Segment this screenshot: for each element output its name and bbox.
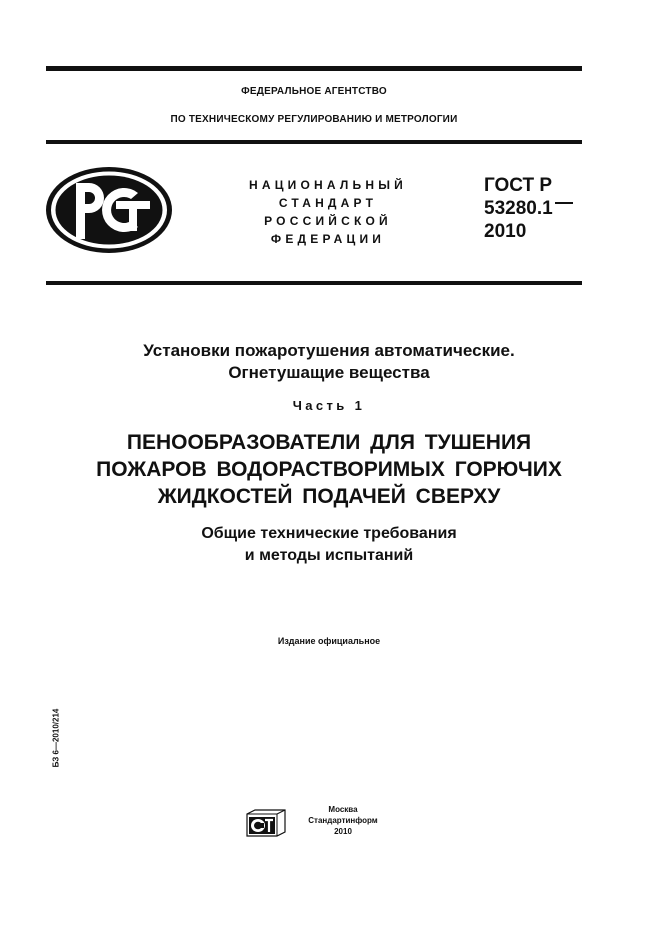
gost-prefix: ГОСТ Р — [484, 175, 553, 196]
main-title-line-2: ПОЖАРОВ ВОДОРАСТВОРИМЫХ ГОРЮЧИХ — [96, 458, 562, 481]
side-code: БЗ 6—2010/214 — [51, 708, 61, 768]
publisher-block — [292, 804, 394, 837]
agency-line-2: ПО ТЕХНИЧЕСКОМУ РЕГУЛИРОВАНИЮ И МЕТРОЛОГИИ — [170, 114, 458, 125]
main-title-line-1: ПЕНООБРАЗОВАТЕЛИ ДЛЯ ТУШЕНИЯ — [126, 431, 532, 454]
subtitle-line-1: Общие технические требования — [201, 525, 457, 542]
gost-dash — [555, 202, 573, 204]
edition-label: Издание официальное — [277, 636, 381, 646]
title-block — [46, 340, 612, 384]
gost-year: 2010 — [484, 221, 527, 242]
gost-number: 53280.1 — [484, 198, 553, 219]
national-line-4: ФЕДЕРАЦИИ — [270, 232, 386, 246]
publisher-city: Москва — [328, 805, 358, 814]
main-title — [46, 429, 612, 510]
title-line-1: Установки пожаротушения автоматические. — [143, 341, 515, 360]
main-title-line-3: ЖИДКОСТЕЙ ПОДАЧЕЙ СВЕРХУ — [157, 485, 501, 508]
rst-certification-logo-icon — [44, 165, 174, 255]
national-line-1: НАЦИОНАЛЬНЫЙ — [248, 178, 408, 192]
gost-designation — [484, 174, 584, 243]
designation-rule — [46, 281, 582, 285]
title-line-2: Огнетушащие вещества — [228, 363, 430, 382]
subtitle-line-2: и методы испытаний — [244, 547, 414, 564]
part-label: Часть 1 — [292, 398, 366, 413]
header-rule — [46, 140, 582, 144]
agency-line-1: ФЕДЕРАЛЬНОЕ АГЕНТСТВО — [241, 86, 387, 97]
national-standard-block — [232, 176, 424, 248]
national-line-2: СТАНДАРТ — [278, 196, 378, 210]
standartinform-logo-icon — [245, 808, 287, 838]
publisher-name: Стандартинформ — [308, 816, 378, 825]
national-line-3: РОССИЙСКОЙ — [264, 214, 392, 228]
publisher-year: 2010 — [334, 827, 352, 836]
subtitle — [46, 523, 612, 567]
top-rule — [46, 66, 582, 71]
